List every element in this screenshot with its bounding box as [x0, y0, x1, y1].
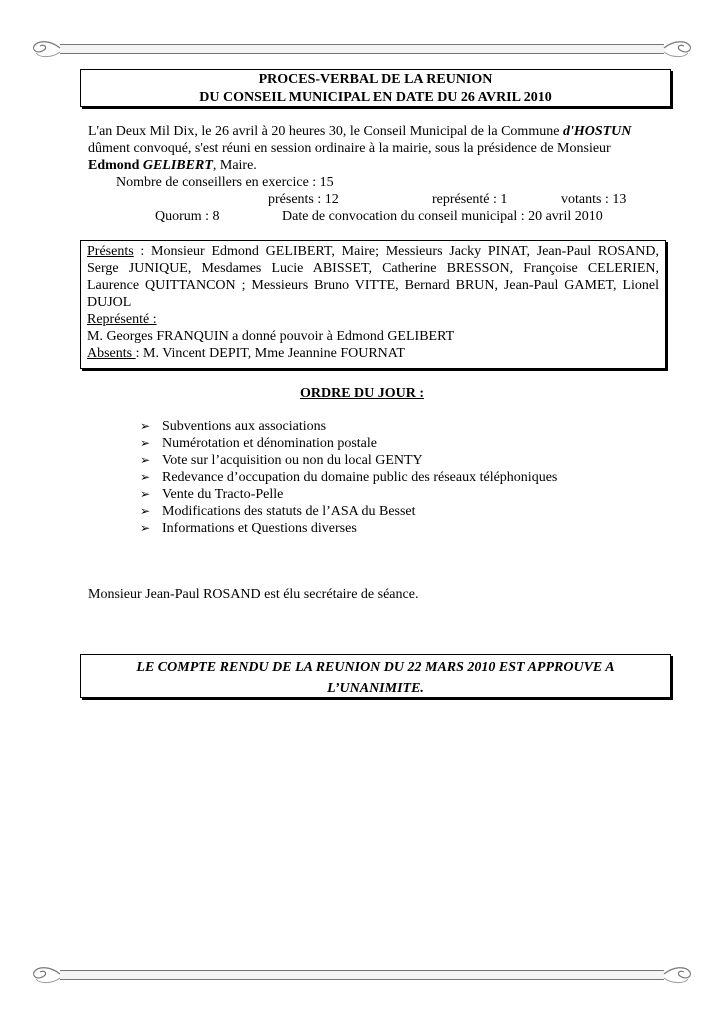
conseillers-exercice: Nombre de conseillers en exercice : 15: [116, 175, 334, 190]
secretaire-de-seance: Monsieur Jean-Paul ROSAND est élu secrétaire de séance.: [88, 587, 419, 602]
represente-count: représenté : 1: [432, 192, 508, 207]
presents-list: : Monsieur Edmond GELIBERT, Maire; Messieurs Jacky PINAT, Jean-Paul ROSAND, Serge JUNIQUE, Mesdames Lucie ABISSET, Catherine BRESSON, Françoise CELERIEN, Laurence QUITTANCON ; Messieurs Bruno VITTE, Bernard BRUN, Jean-Paul GAMET, Lionel DUJOL: [87, 244, 659, 310]
represente-text: M. Georges FRANQUIN a donné pouvoir à Edmond GELIBERT: [87, 329, 455, 344]
president-first-name: Edmond: [88, 158, 143, 173]
list-item: [140, 520, 557, 537]
agenda-item-label: Redevance d’occupation du domaine public des réseaux téléphoniques: [162, 470, 558, 485]
intro-text-1: L'an Deux Mil Dix, le 26 avril à 20 heures 30, le Conseil Municipal de la Commune: [88, 124, 563, 139]
arrowhead-bullet-icon: ➢: [140, 487, 151, 501]
list-item: [140, 435, 557, 452]
compte-rendu-box: [80, 654, 671, 698]
intro-paragraph: [88, 123, 664, 174]
agenda-item-label: Numérotation et dénomination postale: [162, 436, 378, 451]
represente-label: Représenté :: [87, 312, 157, 327]
arrowhead-bullet-icon: ➢: [140, 521, 151, 535]
arrowhead-bullet-icon: ➢: [140, 453, 151, 467]
scroll-curl-right-icon: [660, 38, 694, 60]
agenda-item-label: Vente du Tracto-Pelle: [162, 487, 284, 502]
title-box: [80, 69, 671, 107]
agenda-item-label: Informations et Questions diverses: [162, 521, 357, 536]
commune-name: d'HOSTUN: [562, 124, 632, 139]
absents-paragraph: [87, 345, 659, 362]
votants-count: votants : 13: [561, 192, 627, 207]
agenda-list: [140, 418, 557, 537]
date-convocation: Date de convocation du conseil municipal : 20 avril 2010: [282, 209, 603, 224]
list-item: [140, 418, 557, 435]
bottom-scroll-border: [30, 964, 694, 986]
intro-line-2: dûment convoqué, s'est réuni en session ordinaire à la mairie, sous la présidence de Monsieur: [88, 141, 611, 156]
intro-line-1: [88, 123, 664, 140]
presence-box: [80, 240, 666, 369]
intro-line-3: [88, 157, 664, 174]
absents-label: Absents: [87, 346, 136, 361]
list-item: [140, 503, 557, 520]
absents-list: : M. Vincent DEPIT, Mme Jeannine FOURNAT: [135, 346, 405, 361]
presents-paragraph: [87, 243, 659, 311]
presents-label: Présents: [87, 244, 134, 259]
title-line-1: PROCES-VERBAL DE LA REUNION: [258, 72, 493, 87]
arrowhead-bullet-icon: ➢: [140, 470, 151, 484]
scroll-curl-left-icon: [30, 964, 64, 986]
agenda-item-label: Modifications des statuts de l’ASA du Besset: [162, 504, 416, 519]
list-item: [140, 486, 557, 503]
arrowhead-bullet-icon: ➢: [140, 436, 151, 450]
president-last-name: GELIBERT: [142, 158, 213, 173]
list-item: [140, 469, 557, 486]
presents-count: présents : 12: [268, 192, 339, 207]
president-suffix: , Maire.: [212, 158, 257, 173]
arrowhead-bullet-icon: ➢: [140, 419, 151, 433]
compte-rendu-line-1: LE COMPTE RENDU DE LA REUNION DU 22 MARS 2010 EST APPROUVE A: [136, 660, 615, 675]
title-line-2: DU CONSEIL MUNICIPAL EN DATE DU 26 AVRIL 2010: [199, 90, 552, 105]
scroll-curl-right-icon: [660, 964, 694, 986]
list-item: [140, 452, 557, 469]
quorum: Quorum : 8: [155, 209, 220, 224]
agenda-item-label: Vote sur l’acquisition ou non du local GENTY: [162, 453, 423, 468]
scroll-curl-left-icon: [30, 38, 64, 60]
ordre-du-jour-heading: ORDRE DU JOUR :: [299, 386, 425, 401]
compte-rendu-line-2: L’UNANIMITE.: [327, 681, 424, 696]
arrowhead-bullet-icon: ➢: [140, 504, 151, 518]
agenda-item-label: Subventions aux associations: [162, 419, 327, 434]
top-scroll-border: [30, 38, 694, 60]
